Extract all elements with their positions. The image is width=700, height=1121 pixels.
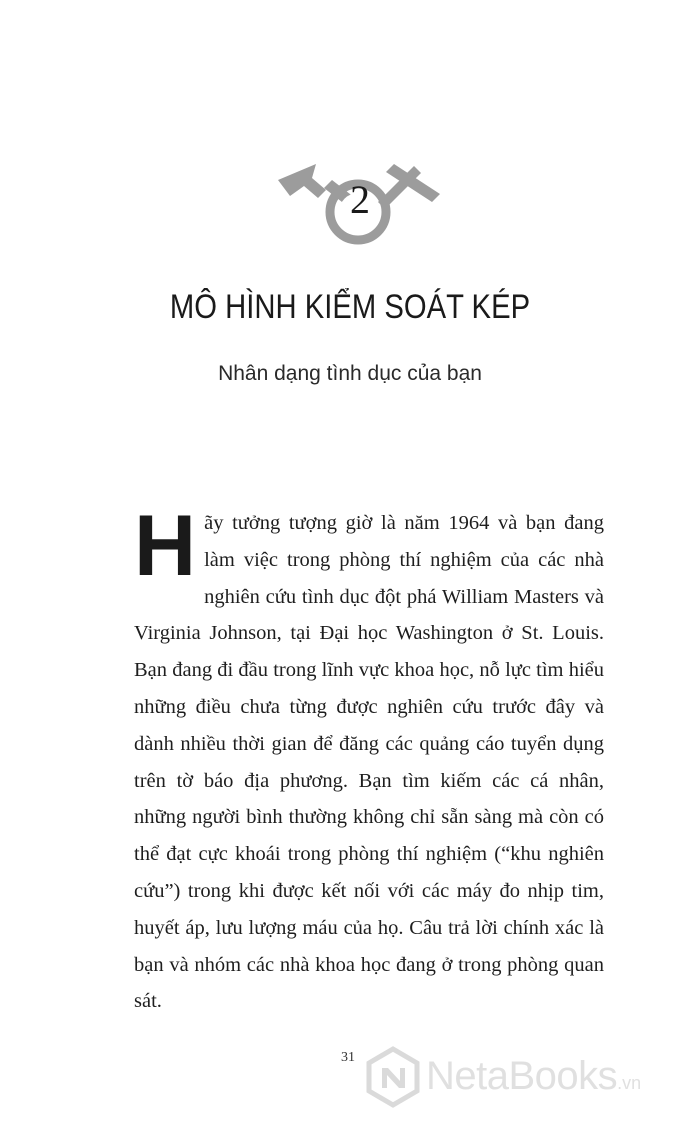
watermark-suffix: .vn: [617, 1073, 642, 1093]
chapter-subtitle: Nhân dạng tình dục của bạn: [218, 362, 482, 385]
watermark: [362, 1046, 692, 1110]
page-number: 31: [341, 1050, 355, 1065]
body-paragraph: [134, 498, 604, 1020]
drop-cap: H: [134, 498, 197, 594]
chapter-title: MÔ HÌNH KIỂM SOÁT KÉP: [169, 288, 531, 326]
netabooks-logo-icon: [362, 1046, 424, 1108]
chapter-number: 2: [350, 177, 370, 222]
body-paragraph-text: ãy tưởng tượng giờ là năm 1964 và bạn đang làm việc trong phòng thí nghiệm của các nhà nghiên cứu tình dục đột phá William Masters và Virginia Johnson, tại Đại học Washington ở St. Louis. Bạn đang đi đầu trong lĩnh vực khoa học, nỗ lực tìm hiểu những điều chưa từng được nghiên cứu trước đây và dành nhiều thời gian để đăng các quảng cáo tuyển dụng trên tờ báo địa phương. Bạn tìm kiếm các cá nhân, những người bình thường không chỉ sẵn sàng mà còn có thể đạt cực khoái trong phòng thí nghiệm (“khu nghiên cứu”) trong khi được kết nối với các máy đo nhịp tim, huyết áp, lưu lượng máu của họ. Câu trả lời chính xác là bạn và nhóm các nhà khoa học đang ở trong phòng quan sát.: [134, 512, 604, 1013]
watermark-brand: NetaBooks: [426, 1054, 618, 1098]
